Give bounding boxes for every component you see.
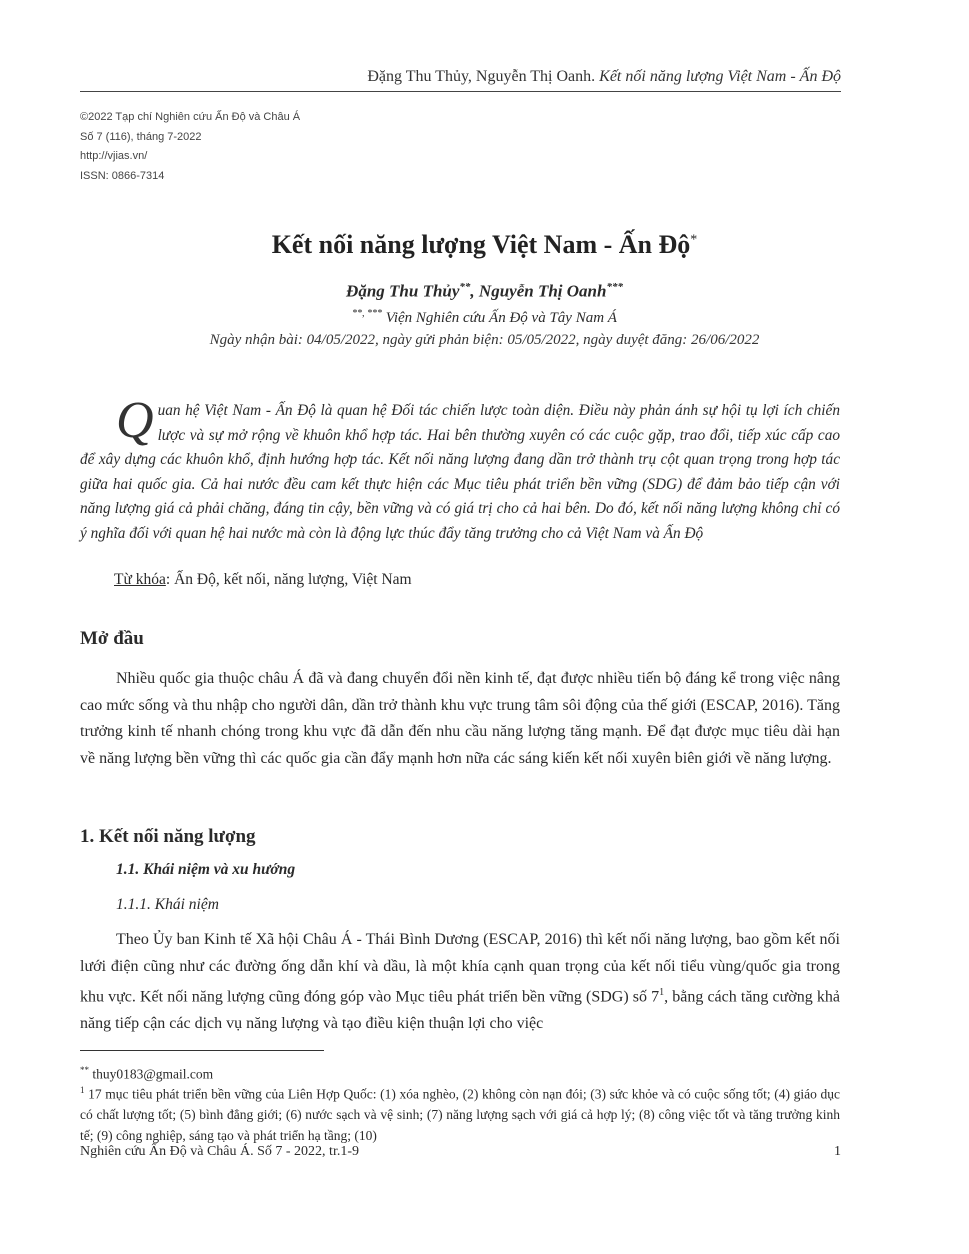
journal-info bbox=[80, 108, 300, 186]
submission-dates: Ngày nhận bài: 04/05/2022, ngày gửi phản biện: 05/05/2022, ngày duyệt đăng: 26/06/2022 bbox=[209, 332, 760, 348]
running-header bbox=[367, 68, 841, 86]
keywords-values: Ấn Độ, kết nối, năng lượng, Việt Nam bbox=[174, 571, 412, 588]
authors-line bbox=[80, 281, 889, 302]
author-separator: , bbox=[470, 281, 479, 301]
abstract bbox=[80, 392, 840, 546]
affiliation bbox=[80, 308, 889, 327]
footnote-email-text[interactable]: thuy0183@gmail.com bbox=[89, 1066, 214, 1082]
section-heading-1-1-1: 1.1.1. Khái niệm bbox=[116, 896, 219, 913]
keywords-colon: : bbox=[165, 571, 175, 588]
abstract-dropcap: Q bbox=[116, 392, 154, 449]
footnote-email-mark: ** bbox=[80, 1065, 89, 1075]
footnote-rule bbox=[80, 1050, 324, 1051]
running-header-title: Kết nối năng lượng Việt Nam - Ấn Độ bbox=[599, 68, 841, 85]
affiliation-marks: **, *** bbox=[352, 308, 383, 319]
footnote-1-text: 17 mục tiêu phát triển bền vững của Liên Hợp Quốc: (1) xóa nghèo, (2) không còn nạn đói; (3) sức khỏe và có cuộc sống tốt; (4) giáo dục có chất lượng tốt; (5) bình đẳng giới; (6) nước sạch và vệ sinh; (7) năng lượng sạch với giá cả hợp lý; (8) công việc tốt và tăng trưởng kinh tế; (9) công nghiệp, sáng tạo và phát triển hạ tầng; (10) bbox=[80, 1086, 840, 1143]
abstract-text: uan hệ Việt Nam - Ấn Độ là quan hệ Đối tác chiến lược toàn diện. Điều này phản ánh sự hội tụ lợi ích chiến lược và sự mở rộng về khuôn khổ hợp tác. Hai bên thường xuyên có các cuộc gặp, trao đổi, tiếp xúc cấp cao để xây dựng các khuôn khổ, định hướng hợp tác. Kết nối năng lượng đang dần trở thành trụ cột quan trọng trong hợp tác giữa hai quốc gia. Cả hai nước đều cam kết thực hiện các Mục tiêu phát triển bền vững (SDG) để đảm bảo tiếp cận với năng lượng giá cả phải chăng, đáng tin cậy, bền vững và có giá trị cho cả hai bên. Do đó, kết nối năng lượng không chỉ có ý nghĩa đối với quan hệ hai nước mà còn là động lực thúc đẩy tăng trưởng cho cả Việt Nam và Ấn Độ bbox=[80, 402, 840, 542]
author-2: Nguyễn Thị Oanh bbox=[478, 281, 607, 301]
keywords bbox=[114, 571, 412, 589]
header-rule bbox=[80, 91, 841, 92]
article-title-text: Kết nối năng lượng Việt Nam - Ấn Độ bbox=[271, 230, 691, 259]
article-title bbox=[80, 230, 889, 260]
section-heading-intro: Mở đầu bbox=[80, 628, 144, 649]
section-heading-1: 1. Kết nối năng lượng bbox=[80, 826, 256, 847]
intro-paragraph: Nhiều quốc gia thuộc châu Á đã và đang chuyển đổi nền kinh tế, đạt được nhiều tiến bộ đáng kể trong việc nâng cao mức sống và thu nhập cho người dân, dần trở thành khu vực trung tâm sôi động của thế giới (ESCAP, 2016). Tăng trưởng kinh tế nhanh chóng trong khu vực đã dẫn đến nhu cầu năng lượng tăng mạnh. Để đạt được mục tiêu dài hạn về năng lượng bền vững thì các quốc gia cần đẩy mạnh hơn nữa các sáng kiến kết nối xuyên biên giới về năng lượng. bbox=[80, 670, 840, 767]
concept-paragraph bbox=[80, 927, 840, 1037]
keywords-label: Từ khóa bbox=[114, 571, 166, 588]
affiliation-text: Viện Nghiên cứu Ấn Độ và Tây Nam Á bbox=[382, 310, 617, 326]
footnote-1-mark: 1 bbox=[80, 1085, 85, 1095]
author-2-mark: *** bbox=[606, 281, 623, 293]
journal-url: http://vjias.vn/ bbox=[80, 150, 148, 162]
author-1: Đặng Thu Thủy bbox=[346, 281, 460, 301]
author-1-mark: ** bbox=[459, 281, 471, 293]
concept-text-a: Theo Ủy ban Kinh tế Xã hội Châu Á - Thái Bình Dương (ESCAP, 2016) thì kết nối năng lượng, bao gồm kết nối lưới điện cũng như các đường ống dẫn khí và dầu, là một khía cạnh quan trọng của kết nối tiểu vùng/quốc gia trong khu vực. Kết nối năng lượng cũng đóng góp vào Mục tiêu phát triển bền vững (SDG) số 7 bbox=[80, 931, 840, 1006]
journal-copyright: ©2022 Tạp chí Nghiên cứu Ấn Độ và Châu Á bbox=[80, 111, 301, 123]
concept-text-b: , bằng cách tăng cường khả năng tiếp cận các dịch vụ năng lượng và tạo điều kiện thuận lợi cho việc bbox=[80, 988, 840, 1032]
journal-issn: ISSN: 0866-7314 bbox=[80, 169, 165, 182]
footnote-1 bbox=[80, 1080, 840, 1146]
running-header-authors: Đặng Thu Thủy, Nguyễn Thị Oanh. bbox=[367, 68, 596, 85]
page-number: 1 bbox=[834, 1144, 841, 1159]
footer-journal: Nghiên cứu Ấn Độ và Châu Á. Số 7 - 2022, tr.1-9 bbox=[80, 1144, 360, 1159]
footnote-ref-1[interactable]: 1 bbox=[659, 987, 665, 998]
section-heading-1-1: 1.1. Khái niệm và xu hướng bbox=[116, 861, 296, 878]
title-footnote-mark: * bbox=[690, 232, 698, 248]
journal-issue: Số 7 (116), tháng 7-2022 bbox=[80, 130, 202, 143]
